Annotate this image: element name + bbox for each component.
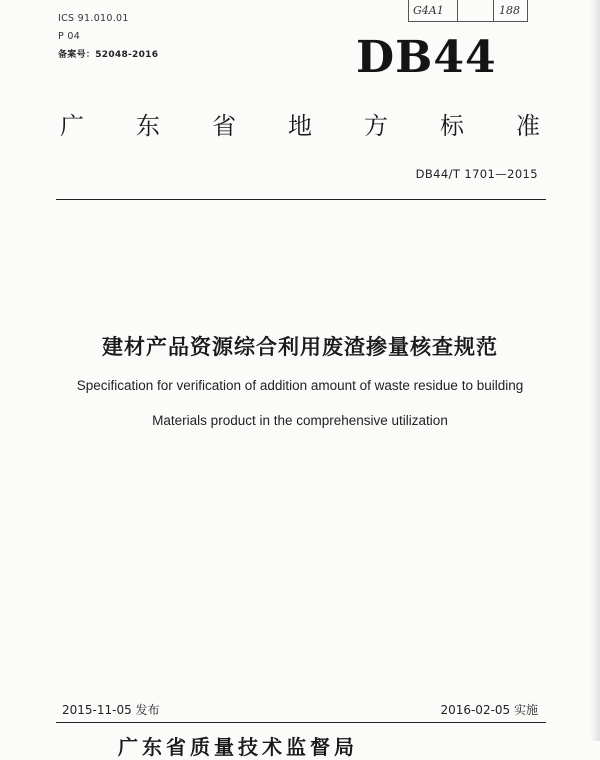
bottom-divider xyxy=(56,722,546,723)
standard-name xyxy=(60,106,540,141)
title-english-line2: Materials product in the comprehensive utilization xyxy=(152,413,448,428)
standard-name-char: 标 xyxy=(440,112,464,140)
db44-logo: DB44 xyxy=(356,32,497,83)
scan-edge-shadow xyxy=(590,0,600,741)
title-english-line1: Specification for verification of addition amount of waste residue to building xyxy=(76,378,524,393)
top-divider xyxy=(56,199,546,200)
ics-code: ICS 91.010.01 xyxy=(58,13,129,24)
standard-name-char: 省 xyxy=(212,112,236,140)
standard-name-char: 准 xyxy=(516,112,540,140)
issuer-name: 广东省质量技术监督局 xyxy=(118,735,358,759)
handwritten-stamp xyxy=(408,0,528,22)
standard-name-char: 地 xyxy=(288,112,312,140)
stamp-right-text: 188 xyxy=(499,4,520,17)
title-chinese: 建材产品资源综合利用废渣掺量核查规范 xyxy=(102,335,498,359)
p-code: P 04 xyxy=(58,31,81,42)
stamp-left-text: G4A1 xyxy=(413,4,444,17)
standard-name-char: 方 xyxy=(364,112,388,140)
record-number: 备案号：52048-2016 xyxy=(58,50,159,60)
standard-name-char: 广 xyxy=(60,112,84,140)
standard-number: DB44/T 1701—2015 xyxy=(415,167,538,181)
release-date: 2015-11-05 发布 xyxy=(62,703,160,717)
standard-name-char: 东 xyxy=(136,112,160,140)
implement-date: 2016-02-05 实施 xyxy=(440,703,538,717)
